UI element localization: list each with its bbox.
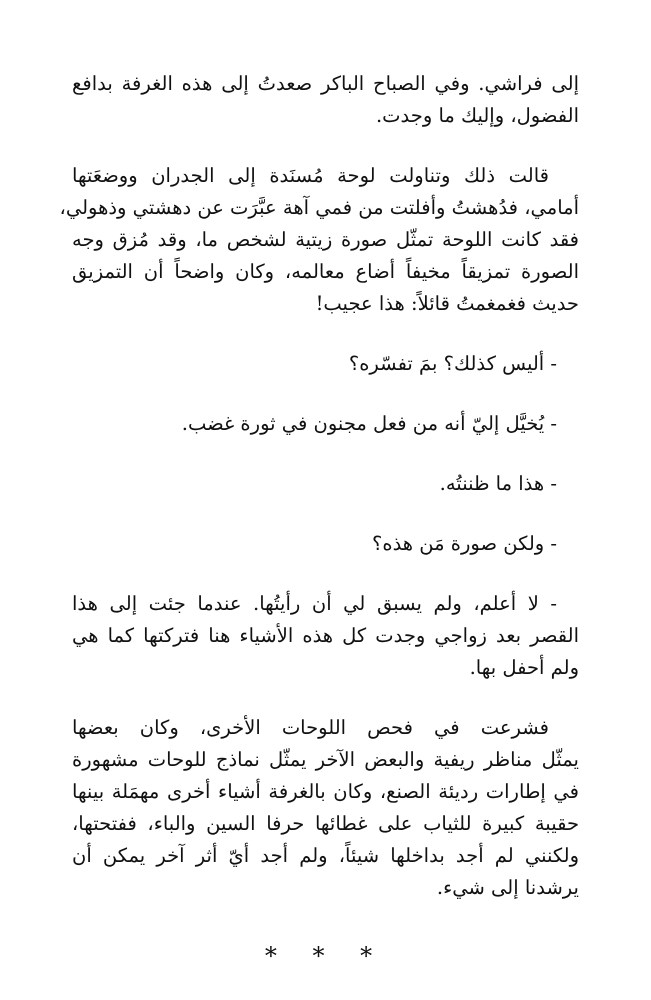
text-line: حقيبة كبيرة للثياب على غطائها حرفا السين والباء، ففتحتها،	[72, 812, 579, 835]
text-line: - لا أعلم، ولم يسبق لي أن رأيتُها. عندما جئت إلى هذا	[72, 592, 557, 615]
text-line: - هذا ما ظننتُه.	[439, 472, 557, 495]
text-line: - يُخيَّل إليّ أنه من فعل مجنون في ثورة غضب.	[181, 412, 557, 435]
text-line: ولم أحفل بها.	[469, 656, 579, 679]
dialogue-line-1	[72, 348, 579, 380]
dialogue-line-4	[72, 528, 579, 560]
text-line: في إطارات رديئة الصنع، وكان بالغرفة أشياء أخرى مهمَلة بينها	[72, 780, 579, 803]
paragraph-1	[72, 68, 579, 132]
text-line: الصورة تمزيقاً مخيفاً أضاع معالمه، وكان واضحاً أن التمزيق	[72, 260, 579, 283]
paragraph-3	[72, 712, 579, 904]
text-line: يرشدنا إلى شيء.	[436, 876, 579, 899]
text-line: فشرعت في فحص اللوحات الأخرى، وكان بعضها	[72, 716, 549, 739]
text-line: يمثّل مناظر ريفية والبعض الآخر يمثّل نماذج للوحات مشهورة	[72, 748, 579, 771]
text-line: إلى فراشي. وفي الصباح الباكر صعدتُ إلى هذه الغرفة بدافع	[72, 72, 579, 95]
text-line: أمامي، فدُهشتُ وأفلتت من فمي آهة عبَّرَت عن دهشتي وذهولي،	[59, 196, 579, 219]
dialogue-line-5	[72, 588, 579, 684]
text-line: فقد كانت اللوحة تمثّل صورة زيتية لشخص ما، وقد مُزق وجه	[72, 228, 579, 251]
dialogue-line-2	[72, 408, 579, 440]
text-line: ولكنني لم أجد بداخلها شيئاً، ولم أجد أيّ أثر آخر يمكن أن	[72, 844, 579, 867]
text-line: - ولكن صورة مَن هذه؟	[372, 532, 557, 555]
text-line: - أليس كذلك؟ بمَ تفسّره؟	[348, 352, 557, 375]
text-line: حديث فغمغمتُ قائلاً: هذا عجيب!	[315, 292, 579, 315]
text-line: القصر بعد زواجي وجدت كل هذه الأشياء هنا فتركتها كما هي	[72, 624, 579, 647]
paragraph-2	[59, 160, 579, 320]
text-line: الفضول، وإليك ما وجدت.	[375, 104, 579, 127]
book-page-text	[59, 68, 579, 932]
section-separator: * * *	[264, 942, 387, 970]
text-line: قالت ذلك وتناولت لوحة مُسنَدة إلى الجدران ووضعَتها	[72, 164, 549, 187]
dialogue-line-3	[72, 468, 579, 500]
